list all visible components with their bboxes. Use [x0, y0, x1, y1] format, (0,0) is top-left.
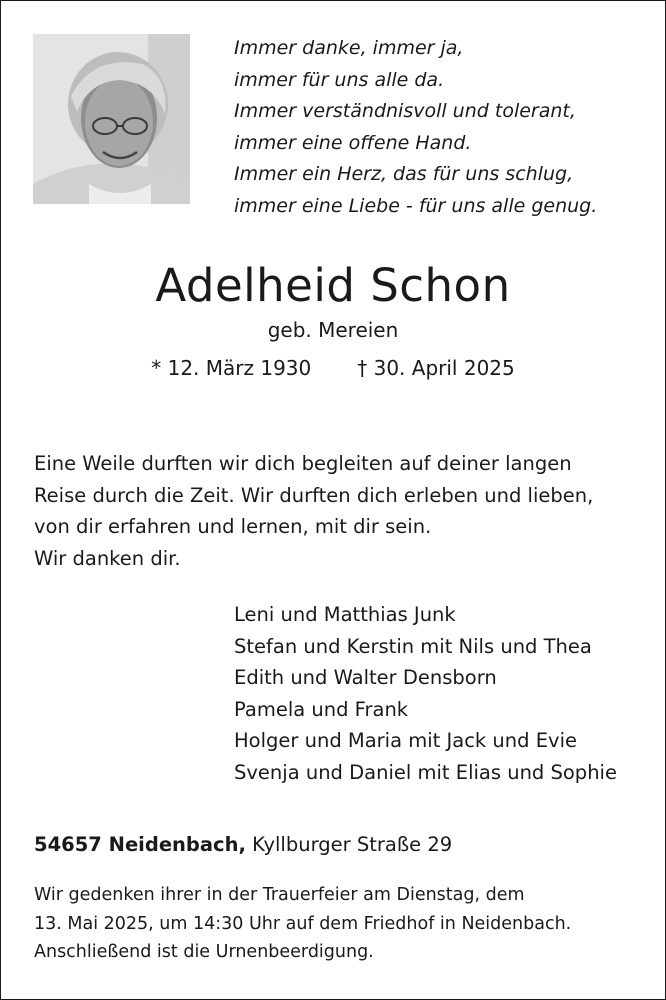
mourner-entry: Holger und Maria mit Jack und Evie [234, 729, 577, 753]
mourner-entry: Stefan und Kerstin mit Nils und Thea [234, 634, 592, 658]
poem-line: immer eine Liebe - für uns alle genug. [234, 194, 598, 217]
address-street: Kyllburger Straße 29 [252, 833, 453, 856]
portrait-photo [33, 34, 190, 204]
mourner-entry: Leni und Matthias Junk [234, 603, 456, 626]
funeral-service-info [34, 881, 654, 967]
service-line: Wir gedenken ihrer in der Trauerfeier am Dienstag, dem [34, 885, 525, 905]
address-place: 54657 Neidenbach, [34, 833, 246, 856]
poem-line: immer für uns alle da. [234, 68, 445, 91]
poem-line: Immer ein Herz, das für uns schlug, [234, 163, 574, 185]
service-line: 13. Mai 2025, um 14:30 Uhr auf dem Friedhof in Neidenbach. [34, 913, 572, 934]
mourner-entry: Edith und Walter Densborn [234, 666, 497, 690]
birth-name: geb. Mereien [267, 318, 399, 342]
message-line: Reise durch die Zeit. Wir durften dich erleben und lieben, [34, 483, 594, 507]
mourner-entry: Pamela und Frank [234, 697, 409, 721]
poem-line: immer eine offene Hand. [234, 131, 472, 154]
deceased-name: Adelheid Schon [155, 259, 511, 312]
message-line: von dir erfahren und lernen, mit dir sein. [34, 515, 432, 538]
birth-date: * 12. März 1930 [151, 356, 312, 380]
poem-line: Immer danke, immer ja, [234, 37, 464, 59]
poem-line: Immer verständnisvoll und tolerant, [234, 100, 576, 122]
family-address [34, 829, 452, 861]
portrait-image [33, 34, 190, 204]
message-line: Wir danken dir. [34, 546, 181, 570]
farewell-message [34, 448, 654, 574]
death-date: † 30. April 2025 [357, 356, 515, 380]
mourner-entry: Svenja und Daniel mit Elias und Sophie [234, 760, 617, 784]
mourners-list [234, 599, 654, 789]
service-line: Anschließend ist die Urnenbeerdigung. [34, 942, 374, 962]
memorial-poem [234, 33, 654, 222]
message-line: Eine Weile durften wir dich begleiten auf deiner langen [34, 452, 572, 475]
life-dates [1, 352, 665, 384]
